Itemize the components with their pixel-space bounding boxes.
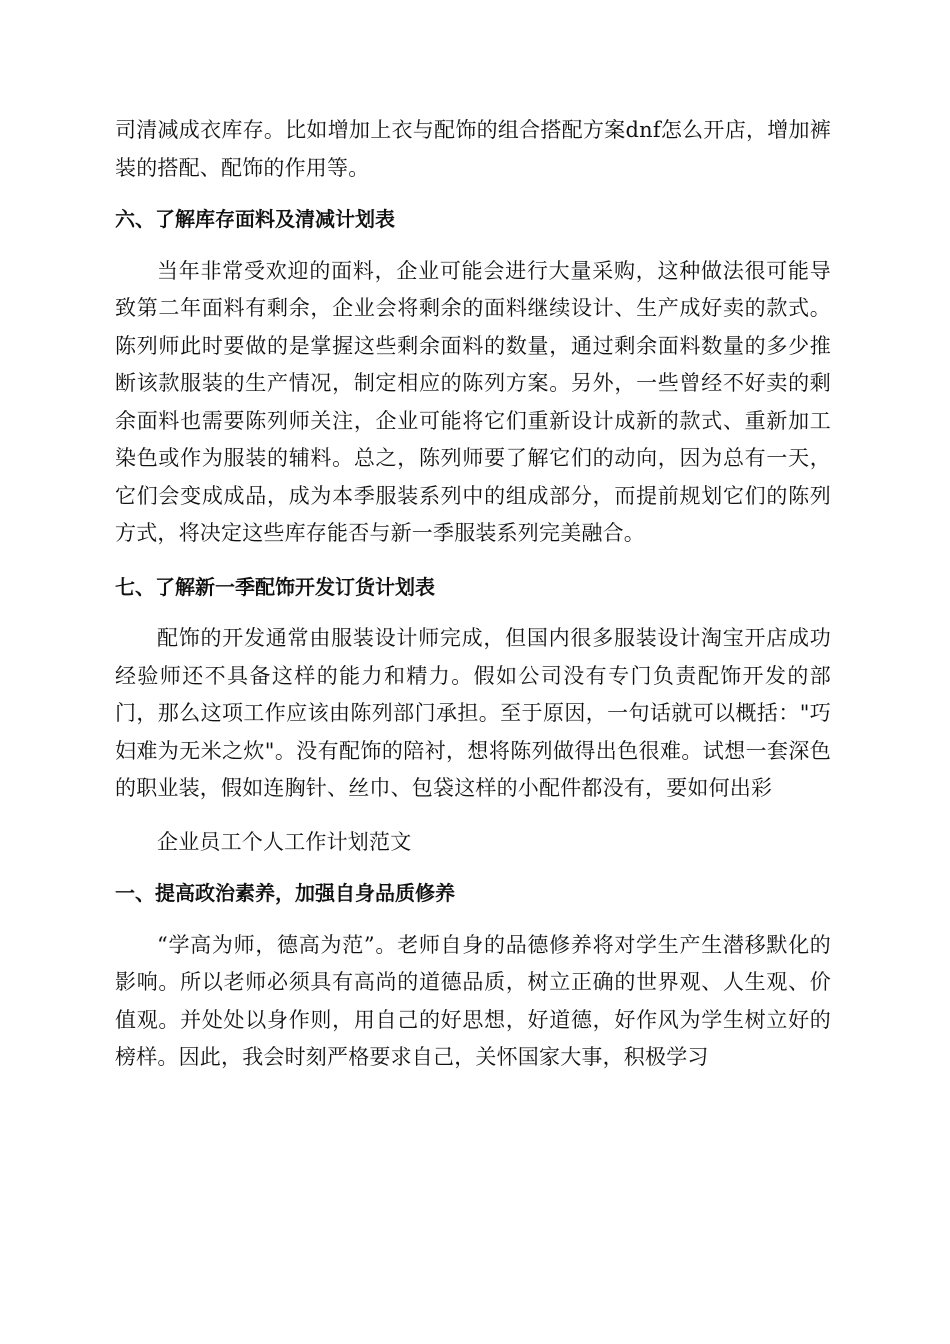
paragraph-section-1: “学高为师，德高为范”。老师自身的品德修养将对学生产生潜移默化的影响。所以老师必须具有高尚的道德品质，树立正确的世界观、人生观、价值观。并处处以身作则，用自己的好思想，好道德，好作风为学生树立好的榜样。因此，我会时刻严格要求自己，关怀国家大事，积极学习 <box>115 932 831 1069</box>
paragraph-intro: 司清减成衣库存。比如增加上衣与配饰的组合搭配方案dnf怎么开店，增加裤装的搭配、配饰的作用等。 <box>115 118 831 180</box>
heading-section-6: 六、了解库存面料及清减计划表 <box>115 207 395 231</box>
heading-section-1: 一、提高政治素养，加强自身品质修养 <box>115 881 455 905</box>
paragraph-section-7: 配饰的开发通常由服装设计师完成，但国内很多服装设计淘宝开店成功经验师还不具备这样的能力和精力。假如公司没有专门负责配饰开发的部门，那么这项工作应该由陈列部门承担。至于原因，一句话就可以概括："巧妇难为无米之炊"。没有配饰的陪衬，想将陈列做得出色很难。试想一套深色的职业装，假如连胸针、丝巾、包袋这样的小配件都没有，要如何出彩 <box>115 626 831 800</box>
document-section-title: 企业员工个人工作计划范文 <box>157 829 412 854</box>
paragraph-section-6: 当年非常受欢迎的面料，企业可能会进行大量采购，这种做法很可能导致第二年面料有剩余，企业会将剩余的面料继续设计、生产成好卖的款式。陈列师此时要做的是掌握这些剩余面料的数量，通过剩余面料数量的多少推断该款服装的生产情况，制定相应的陈列方案。另外，一些曾经不好卖的剩余面料也需要陈列师关注，企业可能将它们重新设计成新的款式、重新加工染色或作为服装的辅料。总之，陈列师要了解它们的动向，因为总有一天，它们会变成成品，成为本季服装系列中的组成部分，而提前规划它们的陈列方式，将决定这些库存能否与新一季服装系列完美融合。 <box>115 258 831 545</box>
document-page <box>115 112 831 1077</box>
heading-section-7: 七、了解新一季配饰开发订货计划表 <box>115 574 435 599</box>
